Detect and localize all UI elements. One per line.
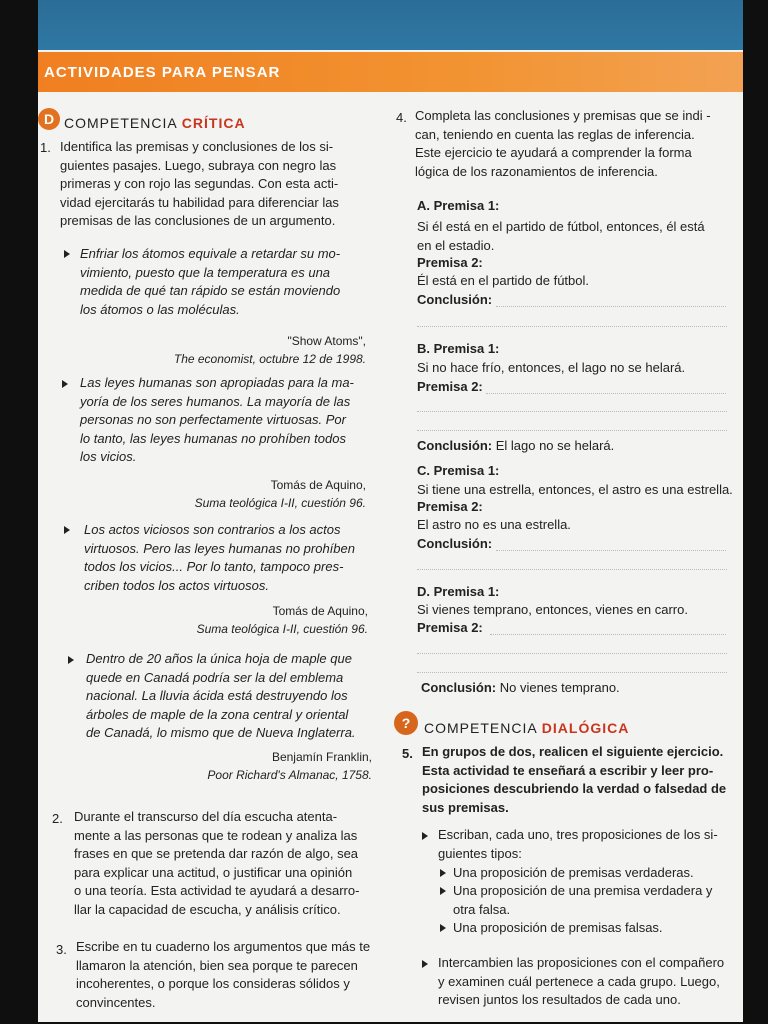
q4-text [415,107,735,181]
bullet-icon [64,526,70,534]
q1-line: premisas de las conclusiones de un argumento. [60,213,336,228]
q5-line: Esta actividad te enseñará a escribir y leer pro- [422,762,714,778]
passage-line: de Canadá, lo mismo que de Nueva Inglaterra. [86,725,356,740]
q4-line: Completa las conclusiones y premisas que se indi - [415,108,711,123]
passage-2-source [138,476,366,512]
q2-number: 2. [52,811,63,826]
c-premisa-2-text: El astro no es una estrella. [417,517,571,532]
passage-3-source [138,602,368,638]
q2-line: para explicar una actitud, o justificar una opinión [74,864,353,880]
answer-blank-line[interactable] [417,411,727,412]
passage-line: lo tanto, las leyes humanas no prohíben todos [80,430,346,446]
a-conclusion-label: Conclusión: [417,292,493,307]
q5-line: posiciones descubriendo la verdad o falsedad de [422,781,727,796]
q5-bullet-1 [438,826,738,863]
d-premisa-2-label: Premisa 2: [417,620,483,635]
answer-blank-line[interactable] [417,326,727,327]
passage-line: personas no son perfectamente virtuosas. Por [80,412,346,427]
passage-line: Enfriar los átomos equivale a retardar su mo- [80,246,341,261]
q5-bullet-2-line: Intercambien las proposiciones con el compañero [438,955,725,970]
critica-icon: D [38,108,60,130]
source-author: Benjamín Franklin, [271,750,372,764]
q5-bullet-2-line: y examinen cuál pertenece a cada grupo. Luego, [438,973,720,989]
d-premisa-1-text: Si vienes temprano, entonces, vienes en carro. [417,602,688,617]
q4-number: 4. [396,110,407,125]
bullet-icon [422,960,428,968]
textbook-page [38,0,743,1022]
bullet-icon [422,832,428,840]
source-author: Tomás de Aquino, [272,604,368,618]
passage-line: los vicios. [80,449,137,464]
q2-line: Durante el transcurso del día escucha atenta- [74,809,338,824]
q5-number: 5. [402,746,413,761]
a-conclusion-blank[interactable] [496,306,726,307]
d-premisa-1-label: D. Premisa 1: [417,584,500,599]
c-premisa-1-label: C. Premisa 1: [417,463,500,478]
q5-sub-2-line: otra falsa. [453,901,511,917]
c-conclusion-label: Conclusión: [417,536,493,551]
sub-bullet-icon [440,887,446,895]
passage-line: Dentro de 20 años la única hoja de maple que [86,651,352,666]
q5-bullet-2 [438,954,738,1010]
passage-line: todos los vicios... Por lo tanto, tampoco pres- [84,559,344,574]
competencia-critica-heading [64,115,246,131]
source-work: Poor Richard's Almanac, 1758. [207,768,372,782]
heading-bold: DIALÓGICA [541,720,630,736]
passage-line: quede en Canadá podría ser la del emblema [86,669,344,685]
q1-number: 1. [40,140,51,155]
passage-line: Los actos viciosos son contrarios a los actos [84,522,341,537]
passage-2 [80,374,380,467]
q4-line: lógica de los razonamientos de inferencia. [415,163,658,179]
q1-line: Identifica las premisas y conclusiones de los si- [60,139,334,154]
d-conclusion [421,680,620,695]
q5-bullet-2-line: revisen juntos los resultados de cada uno. [438,992,681,1007]
q3-line: llamaron la atención, bien sea porque te parecen [76,957,358,973]
passage-line: criben todos los actos virtuosos. [84,577,269,593]
q3-line: convincentes. [76,994,156,1010]
q5-bullet-1-line: guientes tipos: [438,845,522,861]
q1-text [60,138,380,231]
source-author: "Show Atoms", [287,334,366,348]
d-conclusion-text: No vienes temprano. [496,680,620,695]
source-work: The economist, octubre 12 de 1998. [173,352,366,366]
b-premisa-2-blank[interactable] [486,393,726,394]
q2-line: mente a las personas que te rodean y analiza las [74,827,358,843]
q2-line: frases en que se pretenda dar razón de algo, sea [74,846,359,861]
answer-blank-line[interactable] [417,430,727,431]
passage-4 [86,650,386,743]
passage-line: virtuosos. Pero las leyes humanas no prohíben [84,540,355,556]
q2-text [74,808,384,919]
answer-blank-line[interactable] [417,569,727,570]
source-work: Suma teológica I-II, cuestión 96. [196,622,368,636]
b-premisa-1-text: Si no hace frío, entonces, el lago no se helará. [417,360,686,375]
a-premisa-2-text: Él está en el partido de fútbol. [417,273,590,288]
passage-line: Las leyes humanas son apropiadas para la ma- [80,375,354,390]
passage-line: yoría de los seres humanos. La mayoría de las [80,393,351,409]
passage-1-source [138,332,366,368]
q1-line: vidad ejercitarás tu habilidad para diferenciar las [60,194,339,210]
passage-4-source [138,748,372,784]
q4-line: can, teniendo en cuenta las reglas de inferencia. [415,126,695,142]
q3-line: Escribe en tu cuaderno los argumentos que más te [76,939,371,954]
b-premisa-2-label: Premisa 2: [417,379,483,394]
c-conclusion-blank[interactable] [496,550,726,551]
q2-line: o una teoría. Esta actividad te ayudará a desarro- [74,883,360,898]
passage-line: vimiento, puesto que la temperatura es una [80,264,331,280]
a-premisa-1-text [417,217,705,255]
passage-line: árboles de maple de la zona central y oriental [86,706,349,722]
q5-sub-2 [453,882,743,919]
q5-sub-2-line: Una proposición de una premisa verdadera y [453,883,713,898]
top-color-band [38,0,743,50]
dialogica-icon: ? [394,711,418,735]
a-premisa-1-line: Si él está en el partido de fútbol, entonces, él está [417,219,705,234]
b-conclusion-label: Conclusión: [417,438,493,453]
q5-sub-3: Una proposición de premisas falsas. [453,920,663,935]
q5-bullet-1-line: Escriban, cada uno, tres proposiciones de los si- [438,827,718,842]
c-premisa-1-text: Si tiene una estrella, entonces, el astro es una estrella. [417,482,733,497]
bullet-icon [64,250,70,258]
answer-blank-line[interactable] [417,653,727,654]
passage-line: nacional. La lluvia ácida está destruyendo los [86,688,348,703]
passage-3 [84,521,384,595]
bullet-icon [68,656,74,664]
source-work: Suma teológica I-II, cuestión 96. [194,496,366,510]
q5-sub-1: Una proposición de premisas verdaderas. [453,865,694,880]
heading-bold: CRÍTICA [181,115,246,131]
q1-line: guientes pasajes. Luego, subraya con negro las [60,157,337,173]
sub-bullet-icon [440,924,446,932]
passage-line: medida de qué tan rápido se están moviendo [80,283,341,298]
a-premisa-2-label: Premisa 2: [417,255,483,270]
a-premisa-1-line: en el estadio. [417,238,495,253]
source-author: Tomás de Aquino, [270,478,366,492]
q5-line: sus premisas. [422,799,509,815]
passage-1 [80,245,380,319]
answer-blank-line[interactable] [417,672,727,673]
d-conclusion-label: Conclusión: [421,680,497,695]
q3-number: 3. [56,942,67,957]
passage-line: los átomos o las moléculas. [80,301,240,317]
q5-text [422,743,738,817]
q3-line: incoherentes, o porque los consideras sólidos y [76,976,350,991]
section-title: ACTIVIDADES PARA PENSAR [44,64,281,81]
q2-line: llar la capacidad de escucha, y análisis crítico. [74,901,341,917]
b-conclusion-text: El lago no se helará. [492,438,615,453]
q3-text [76,938,386,1012]
b-conclusion [417,438,614,453]
heading-prefix: COMPETENCIA [424,720,542,736]
q5-line: En grupos de dos, realicen el siguiente ejercicio. [422,744,724,759]
b-premisa-1-label: B. Premisa 1: [417,341,500,356]
q4-line: Este ejercicio te ayudará a comprender la forma [415,145,692,160]
q1-line: primeras y con rojo las segundas. Con esta acti- [60,176,339,191]
d-premisa-2-blank[interactable] [490,634,726,635]
competencia-dialogica-heading [424,720,629,736]
a-premisa-1-label: A. Premisa 1: [417,198,500,213]
sub-bullet-icon [440,869,446,877]
heading-prefix: COMPETENCIA [64,115,182,131]
c-premisa-2-label: Premisa 2: [417,499,483,514]
bullet-icon [62,380,68,388]
